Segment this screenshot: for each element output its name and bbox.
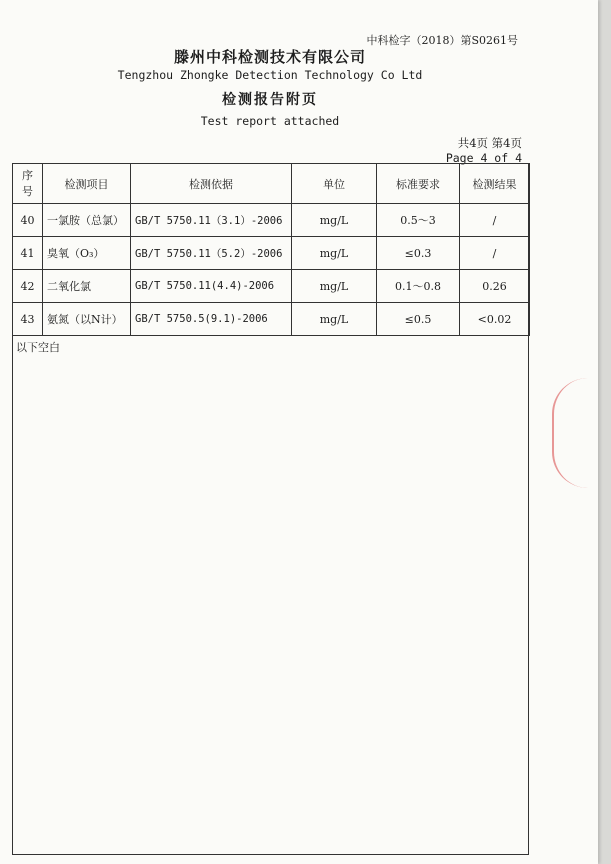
column-header-result: 检测结果 <box>460 164 530 204</box>
seq-header-bottom: 号 <box>22 184 33 198</box>
table-row <box>13 237 530 270</box>
cell-method: GB/T 5750.11（3.1）-2006 <box>131 204 292 237</box>
cell-unit: mg/L <box>292 237 377 270</box>
table-row <box>13 270 530 303</box>
table-row <box>13 303 530 336</box>
column-header-method: 检测依据 <box>131 164 292 204</box>
page-indicator-en: Page 4 of 4 <box>445 151 522 165</box>
cell-standard: ≤0.3 <box>377 237 460 270</box>
report-title-cn: 检测报告附页 <box>222 92 318 108</box>
cell-seq: 43 <box>13 303 43 336</box>
edge-seal-stamp <box>552 378 588 488</box>
column-header-seq <box>13 164 43 204</box>
cell-seq: 42 <box>13 270 43 303</box>
cell-seq: 40 <box>13 204 43 237</box>
cell-unit: mg/L <box>292 270 377 303</box>
company-name-en: Tengzhou Zhongke Detection Technology Co Ltd <box>117 68 423 82</box>
column-header-unit: 单位 <box>292 164 377 204</box>
cell-unit: mg/L <box>292 204 377 237</box>
cell-result: <0.02 <box>460 303 530 336</box>
cell-result: / <box>460 237 530 270</box>
cell-unit: mg/L <box>292 303 377 336</box>
cell-result: / <box>460 204 530 237</box>
table-row <box>13 204 530 237</box>
cell-seq: 41 <box>13 237 43 270</box>
company-name-cn: 滕州中科检测技术有限公司 <box>173 48 366 66</box>
cell-item: 一氯胺（总氯） <box>43 204 131 237</box>
cell-method: GB/T 5750.11(4.4)-2006 <box>131 270 292 303</box>
column-header-standard: 标准要求 <box>377 164 460 204</box>
page-indicator-cn: 共4页 第4页 <box>457 136 522 150</box>
cell-standard: 0.5～3 <box>377 204 460 237</box>
table-header-row <box>13 164 530 204</box>
cell-item: 氨氮（以N计） <box>43 303 131 336</box>
cell-result: 0.26 <box>460 270 530 303</box>
remark-blank-below: 以下空白 <box>16 341 60 354</box>
column-header-item: 检测项目 <box>43 164 131 204</box>
report-number: 中科检字（2018）第S0261号 <box>366 34 518 47</box>
report-title-en: Test report attached <box>200 114 340 128</box>
cell-method: GB/T 5750.5(9.1)-2006 <box>131 303 292 336</box>
cell-item: 二氧化氯 <box>43 270 131 303</box>
cell-standard: 0.1～0.8 <box>377 270 460 303</box>
cell-method: GB/T 5750.11（5.2）-2006 <box>131 237 292 270</box>
cell-standard: ≤0.5 <box>377 303 460 336</box>
results-table <box>12 163 530 336</box>
seq-header-top: 序 <box>22 168 33 182</box>
cell-item: 臭氧（O₃） <box>43 237 131 270</box>
